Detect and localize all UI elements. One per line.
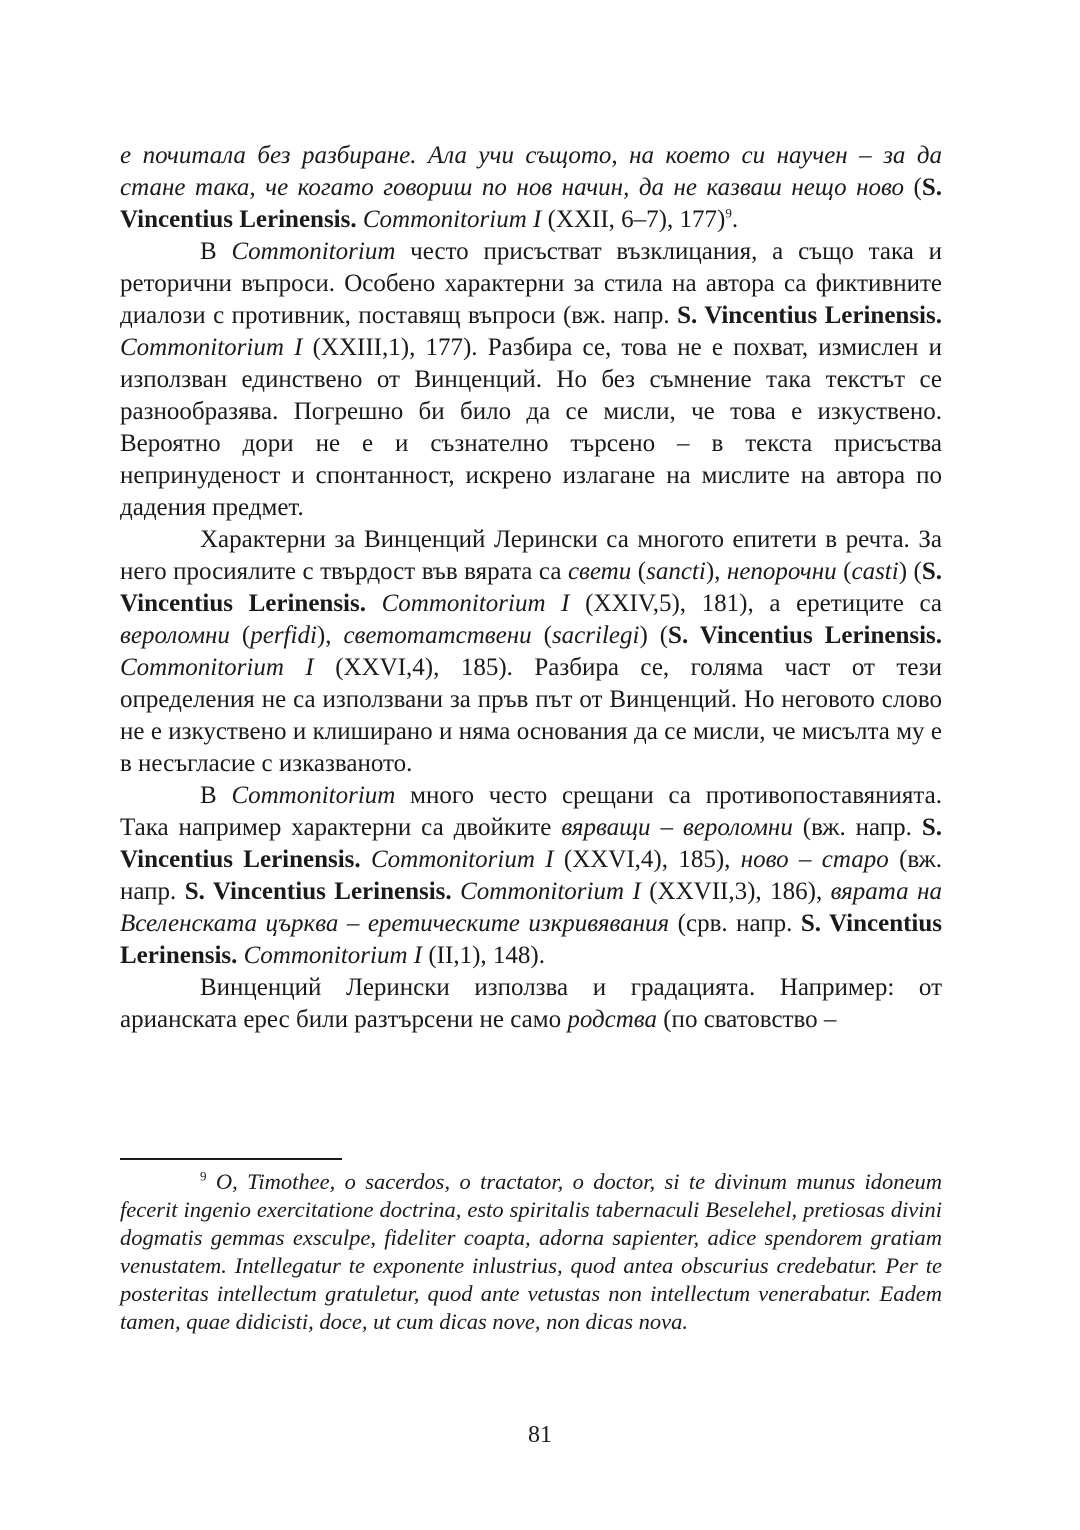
text-run: casti [851, 558, 899, 585]
page-number: 81 [528, 1422, 552, 1448]
text-run: вероломни [120, 622, 230, 649]
paragraph [120, 236, 942, 524]
text-run: (XXVI,4), 185). Разбира се, голяма част от тези определения не са използвани за пръв път от Винценций. Но неговото слово не е изкуствено и клиширано и няма основания да се мисли, че мисълта му е в несъгласие с изказваното. [120, 654, 943, 777]
author-citation: S. Vincentius Lerinensis. [120, 174, 943, 233]
body-text [120, 140, 942, 1036]
text-run: ) ( [639, 622, 669, 649]
text-run: вярващи – вероломни [561, 814, 793, 841]
text-run: много често срещани са противопоставянията. Така например характерни са двойките [120, 782, 943, 841]
text-run: вярата на Вселенската църква – еретическите изкривявания [120, 878, 943, 937]
text-run: (XXVI,4), 185), [553, 846, 741, 873]
footnote-separator [120, 1158, 342, 1160]
text-run: (XXIII,1), 177). Разбира се, това не е похват, измислен и използван единствено от Винценций. Но без съмнение така текстът се разнообразява. Погрешно би било да се мисли, че това е изкуствено. Вероятно дори не е и съзнателно търсено – в текста присъства непринуденост и спонтанност, искрено излагане на мислите на автора по дадения предмет. [120, 334, 942, 521]
text-run: е почитала без разбиране. Ала учи същото, на което си научен – за да стане така, че когато говориш по нов начин, да не казваш нещо ново [120, 142, 942, 201]
text-run: ( [531, 622, 552, 649]
text-run: Винценций Лерински използва и градацията. Например: от арианската ерес били разтърсени не само [120, 974, 942, 1033]
text-run: ( [631, 558, 647, 585]
text-run: Характерни за Винценций Лерински са многото епитети в речта. За него просиялите с твърдост във вярата са [120, 526, 942, 585]
footnote-ref: 9 [725, 205, 732, 221]
text-run: ( [229, 622, 251, 649]
text-run: Commonitorium I [381, 590, 570, 617]
text-run: Commonitorium I [460, 878, 641, 905]
footnote-text: O, Timothee, o sacerdos, o tractator, o doctor, si te divinum munus idoneum fecerit ingenio exercitatione doctrina, esto spiritalis tabernaculi Beselehel, pretiosas divini dogmatis gemmas exsculpe, fideliter coapta, adorna sapienter, adice spendorem gratiam venustatem. Intellegatur te exponente inlustrius, quod antea obscurius credebatur. Per te posteritas intellectum gratuletur, quod ante vetustas non intellectum venerabatur. Eadem tamen, quae didicisti, doce, ut cum dicas nove, non dicas nova. [120, 1169, 943, 1334]
footnote-9 [120, 1168, 942, 1336]
text-run: Commonitorium I [120, 654, 314, 681]
text-run: Commonitorium I [243, 942, 423, 969]
text-run: родства [567, 1006, 657, 1033]
page-body [120, 140, 942, 1036]
text-run: (II,1), 148). [422, 942, 545, 969]
text-run: ), [316, 622, 344, 649]
text-run: sancti [646, 558, 706, 585]
author-citation: S. Vincentius Lerinensis. [184, 878, 452, 905]
text-run: В [200, 782, 232, 809]
text-run: (XXIV,5), 181), а еретиците са [569, 590, 942, 617]
text-run: (по сватовство – [656, 1006, 837, 1033]
text-run: Commonitorium [231, 782, 396, 809]
text-run: (XXVII,3), 186), [640, 878, 831, 905]
paragraph [120, 140, 942, 236]
text-run: (срв. напр. [669, 910, 801, 937]
text-run: Commonitorium I [120, 334, 303, 361]
text-run: В [200, 238, 232, 265]
author-citation: S. Vincentius Lerinensis. [120, 910, 943, 969]
text-run: свети [567, 558, 632, 585]
text-run [361, 846, 371, 873]
text-run: ), [705, 558, 727, 585]
text-run: . [731, 206, 739, 233]
text-run: ) ( [898, 558, 922, 585]
paragraph [120, 780, 942, 972]
text-run: Commonitorium [231, 238, 396, 265]
text-run: ( [836, 558, 852, 585]
footnote-mark: 9 [200, 1168, 207, 1184]
text-run: sacrilegi [551, 622, 640, 649]
text-run: Commonitorium I [362, 206, 542, 233]
author-citation: S. Vincentius Lerinensis. [120, 558, 943, 617]
text-run: светотатствени [343, 622, 532, 649]
author-citation: S. Vincentius Lerinensis. [668, 622, 943, 649]
author-citation: S. Vincentius Lerinensis. [677, 302, 942, 329]
text-run: (XXII, 6–7), 177) [541, 206, 726, 233]
text-run: perfidi [250, 622, 317, 649]
text-run: ( [904, 174, 922, 201]
text-run: ново – старо [740, 846, 889, 873]
paragraph [120, 524, 942, 780]
text-run: (вж. напр. [120, 846, 942, 905]
text-run: Commonitorium I [371, 846, 554, 873]
text-run [452, 878, 460, 905]
text-run: (вж. напр. [792, 814, 922, 841]
text-run [366, 590, 382, 617]
author-citation: S. Vincentius Lerinensis. [120, 814, 942, 873]
paragraph [120, 972, 942, 1036]
text-run: непорочни [726, 558, 837, 585]
text-run: често присъстват възклицания, а също така и реторични въпроси. Особено характерни за стила на автора са фиктивните диалози с противник, поставящ въпроси (вж. напр. [120, 238, 942, 329]
